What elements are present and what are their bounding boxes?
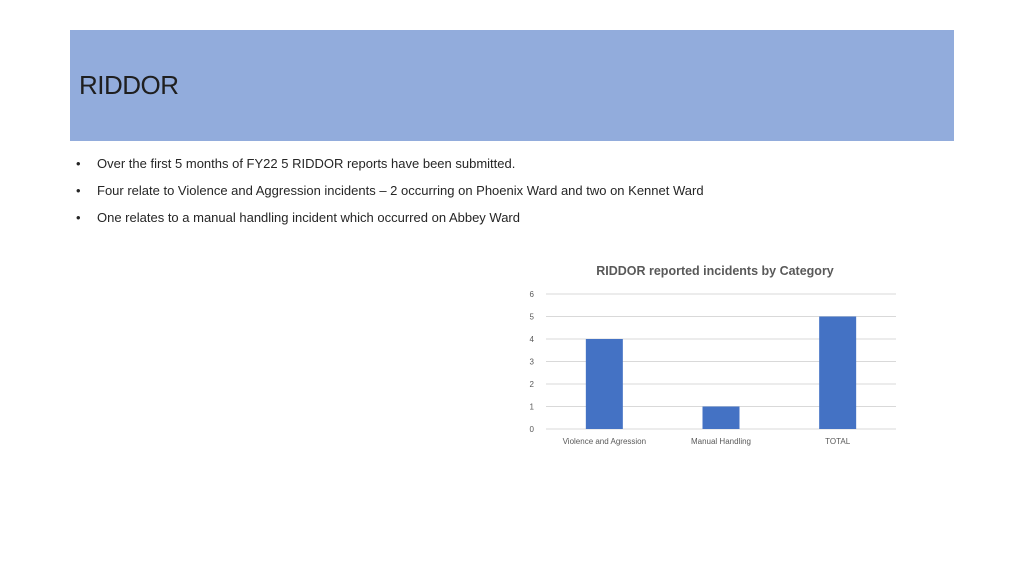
bar-chart <box>520 258 910 458</box>
bar <box>819 317 856 430</box>
bullet-text: One relates to a manual handling incident which occurred on Abbey Ward <box>97 210 520 225</box>
y-tick-label: 1 <box>529 402 534 412</box>
x-tick-label: Manual Handling <box>690 437 752 446</box>
page-title: RIDDOR <box>79 70 179 100</box>
y-tick-label: 5 <box>529 312 534 322</box>
y-tick-label: 3 <box>529 357 534 367</box>
bullet-item <box>76 150 704 177</box>
x-tick-label: TOTAL <box>825 437 851 446</box>
bullet-dot-icon: • <box>76 183 81 198</box>
y-tick-label: 0 <box>529 425 534 434</box>
y-tick-label: 4 <box>529 335 534 344</box>
y-tick-label: 6 <box>529 290 534 299</box>
bar <box>586 339 623 429</box>
title-band <box>70 30 954 141</box>
bullet-item <box>76 177 704 204</box>
bullet-dot-icon: • <box>76 210 81 225</box>
y-tick-label: 2 <box>529 380 534 389</box>
x-tick-label: Violence and Agression <box>562 437 647 446</box>
chart-plot <box>520 258 910 458</box>
chart-title: RIDDOR reported incidents by Category <box>596 264 834 278</box>
bullet-list <box>76 150 704 231</box>
bullet-item <box>76 204 704 231</box>
bullet-text: Over the first 5 months of FY22 5 RIDDOR reports have been submitted. <box>97 156 516 171</box>
bar <box>703 407 740 430</box>
bullet-text: Four relate to Violence and Aggression incidents – 2 occurring on Phoenix Ward and two on Kennet Ward <box>97 183 704 198</box>
bullet-dot-icon: • <box>76 156 81 171</box>
